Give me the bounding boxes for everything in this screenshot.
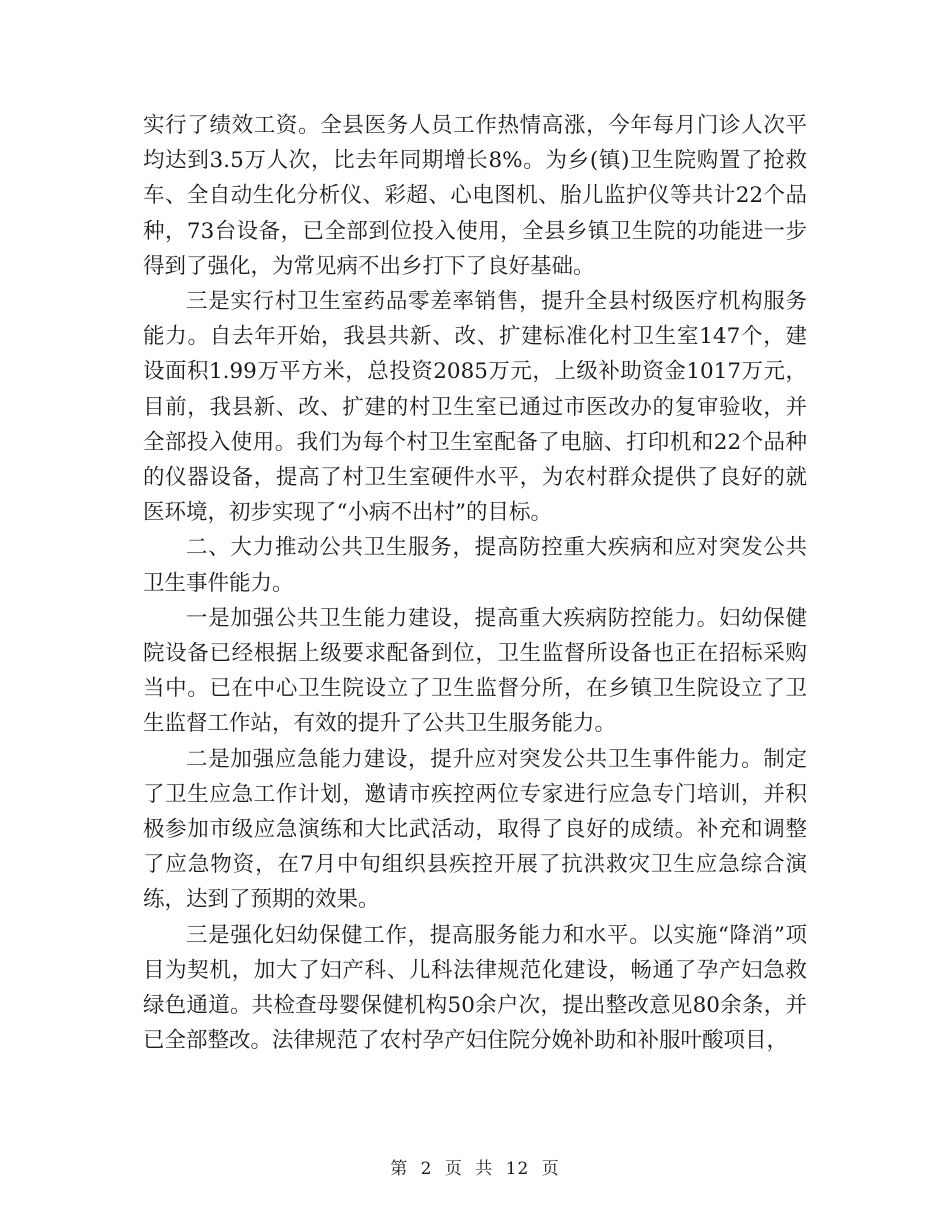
- paragraph-4: 一是加强公共卫生能力建设，提高重大疾病防控能力。妇幼保健院设备已经根据上级要求配备到位，卫生监督所设备也正在招标采购当中。已在中心卫生院设立了卫生监督分所，在乡镇卫生院设立了卫生监督工作站，有效的提升了公共卫生服务能力。: [143, 605, 807, 737]
- section-heading-2: 二、大力推动公共卫生服务，提高防控重大疾病和应对突发公共卫生事件能力。: [143, 535, 807, 596]
- paragraph-2: 三是实行村卫生室药品零差率销售，提升全县村级医疗机构服务能力。自去年开始，我县共新、改、扩建标准化村卫生室147个，建设面积1.99万平方米，总投资2085万元，上级补助资金1017万元，目前，我县新、改、扩建的村卫生室已通过市医改办的复审验收，并全部投入使用。我们为每个村卫生室配备了电脑、打印机和22个品种的仪器设备，提高了村卫生室硬件水平，为农村群众提供了良好的就医环境，初步实现了“小病不出村”的目标。: [143, 289, 807, 526]
- paragraph-5: 二是加强应急能力建设，提升应对突发公共卫生事件能力。制定了卫生应急工作计划，邀请市疾控两位专家进行应急专门培训，并积极参加市级应急演练和大比武活动，取得了良好的成绩。补充和调整了应急物资，在7月中旬组织县疾控开展了抗洪救灾卫生应急综合演练，达到了预期的效果。: [143, 746, 807, 913]
- document-body: [143, 108, 807, 1058]
- paragraph-6: 三是强化妇幼保健工作，提高服务能力和水平。以实施“降消”项目为契机，加大了妇产科、儿科法律规范化建设，畅通了孕产妇急救绿色通道。共检查母婴保健机构50余户次，提出整改意见80余条，并已全部整改。法律规范了农村孕产妇住院分娩补助和补服叶酸项目，: [143, 922, 807, 1054]
- paragraph-1: 实行了绩效工资。全县医务人员工作热情高涨，今年每月门诊人次平均达到3.5万人次，比去年同期增长8%。为乡(镇)卫生院购置了抢救车、全自动生化分析仪、彩超、心电图机、胎儿监护仪等共计22个品种，73台设备，已全部到位投入使用，全县乡镇卫生院的功能进一步得到了强化，为常见病不出乡打下了良好基础。: [143, 113, 807, 279]
- page-number-footer: 第 2 页 共 12 页: [390, 1159, 560, 1179]
